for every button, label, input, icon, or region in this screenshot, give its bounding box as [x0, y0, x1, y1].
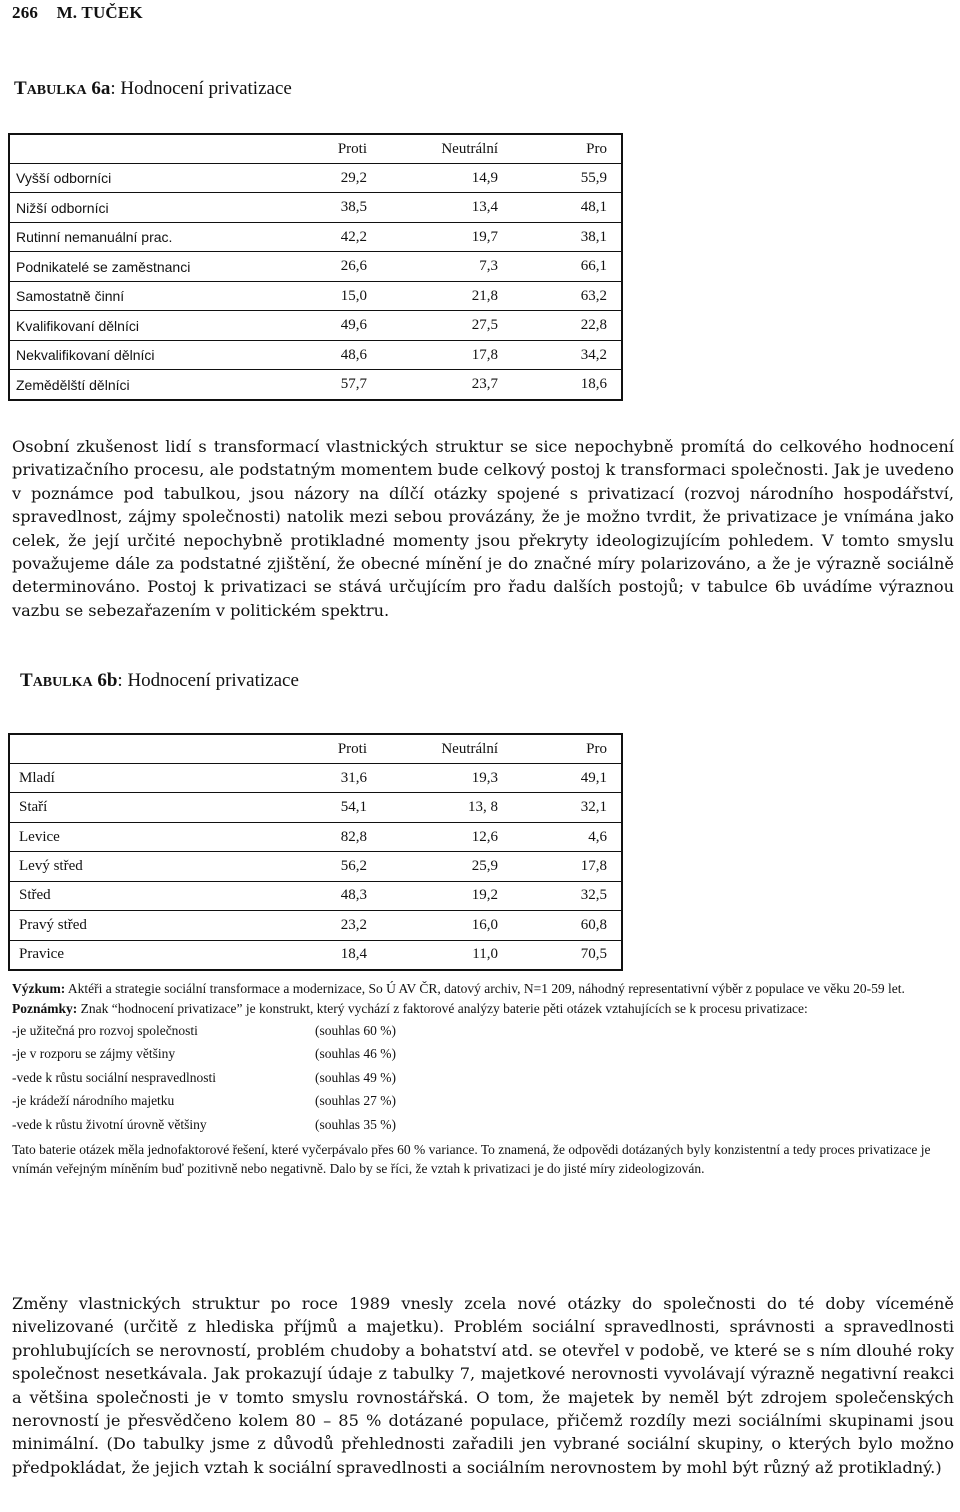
page-number: 266: [12, 3, 39, 22]
cell-neutralni: 17,8: [381, 340, 512, 369]
cell-neutralni: 21,8: [381, 281, 512, 310]
cell-proti: 26,6: [252, 252, 381, 281]
body-paragraph-2: Změny vlastnických struktur po roce 1989 vnesly zcela nové otázky do společnosti do té doby víceméně nivelizované (určitě z hlediska příjmů a majetku). Problém sociální spravedlnosti, správnosti a spravedlnosti prohlubujících se nerovností, problém chudoby a bohatství atd. se otevřel v podobě, ve které se s ním dlouhé roky společnost nesetkávala. Jak prokazují údaje z tabulky 7, majetkové nerovnosti vyvolávají výrazně negativní reakci a většina společnosti je v tomto smyslu rovnostářská. O tom, že majetek by neměl být zdrojem společenských nerovností je přesvědčeno kolem 80 – 85 % dotázané populace, přičemž rozdíly mezi sociálními skupinami jsou minimální. (Do tabulky jsme z důvodů přehlednosti zařadili jen vybrané sociální skupiny, o kterých bylo možno předpokládat, že jejich vztah k sociální spravedlnosti a sociálním nerovnostem by mohl být různý až protikladný.): [12, 1294, 954, 1477]
question-item: [12, 1090, 942, 1114]
table-row: [9, 281, 622, 310]
cell-neutralni: 19,7: [381, 222, 512, 251]
cell-neutralni: 13,4: [381, 193, 512, 222]
cell-proti: 48,3: [252, 881, 381, 910]
table-notes: [12, 979, 942, 1179]
cell-pro: 4,6: [512, 822, 622, 851]
cell-pro: 66,1: [512, 252, 622, 281]
caption-letter: T: [20, 670, 33, 691]
cell-neutralni: 11,0: [472, 946, 498, 963]
question-agreement: (souhlas 46 %): [315, 1046, 396, 1062]
table-row: [9, 911, 622, 940]
row-label: Pravý střed: [9, 911, 252, 940]
cell-proti: 29,2: [252, 164, 381, 193]
question-item: [12, 1066, 942, 1090]
table-row: [9, 764, 622, 793]
table-6b-caption: [20, 670, 299, 692]
row-label: Pravice: [19, 946, 64, 963]
cell-proti: 49,6: [252, 311, 381, 340]
remarks-label: Poznámky:: [12, 1001, 78, 1016]
remarks-note: [12, 999, 942, 1019]
cell-pro: 60,8: [512, 911, 622, 940]
caption-label: ABULKA: [26, 83, 87, 98]
cell-proti: 56,2: [252, 852, 381, 881]
row-label: Střed: [9, 881, 252, 910]
research-note: [12, 979, 942, 999]
cell-pro: 18,6: [580, 376, 607, 393]
row-label: Nekvalifikovaní dělníci: [9, 340, 252, 369]
row-label: Kvalifikovaní dělníci: [9, 311, 252, 340]
caption-number: 6a: [91, 78, 111, 99]
caption-title: : Hodnocení privatizace: [117, 670, 299, 691]
cell-proti: 15,0: [252, 281, 381, 310]
row-label: Samostatně činní: [9, 281, 252, 310]
column-header-empty: [9, 734, 252, 764]
column-header-pro: Pro: [512, 134, 622, 164]
author-name: M. TUČEK: [56, 3, 143, 22]
table-row: [9, 940, 622, 970]
table-row: [9, 793, 622, 822]
remarks-text: Znak “hodnocení privatizace” je konstrukt, který vychází z faktorové analýzy baterie pěti otázek vztahujících se k procesu privatizace:: [77, 1001, 808, 1016]
cell-neutralni: 7,3: [381, 252, 512, 281]
cell-pro: 38,1: [512, 222, 622, 251]
caption-letter: T: [14, 78, 27, 99]
research-label: Výzkum:: [12, 981, 66, 996]
body-paragraph-1: Osobní zkušenost lidí s transformací vlastnických struktur se sice nepochybně promítá do celkového hodnocení privatizačního procesu, ale podstatným momentem bude celkový postoj k transformaci společnosti. Jak je uvedeno v poznámce pod tabulkou, jsou názory na dílčí otázky spojené s privatizací (rozvoj národního hospodářství, spravedlnost, zájmy společnosti) natolik mezi sebou provázány, že je možno tvrdit, že privatizace je vnímána jako celek, že její určité nepochybně protikladné momenty jsou překryty ideologizujícím pohledem. V tomto smyslu považujeme dále za podstatné zjištění, že obecné mínění je do značné míry polarizováno, a že je výrazně sociálně determinováno. Postoj k privatizaci se stává určujícím pro řadu dalších postojů; v tabulce 6b uvádíme výraznou vazbu se sebezařazením v politickém spektru.: [12, 437, 954, 620]
final-note: Tato baterie otázek měla jednofaktorové řešení, které vyčerpávalo přes 60 % variance. To znamená, že odpovědi dotázaných byly konzistentní a tedy proces privatizace je vnímán veřejným míněním buď pozitivně nebo negativně. Dalo by se říci, že vztah k privatizaci je do jisté míry zideologizován.: [12, 1141, 931, 1176]
table-header-row: [9, 734, 622, 764]
cell-neutralni: 27,5: [381, 311, 512, 340]
cell-proti: 57,7: [340, 376, 367, 393]
cell-pro: 70,5: [580, 946, 607, 963]
table-row: [9, 822, 622, 851]
cell-neutralni: 12,6: [381, 822, 512, 851]
row-label: Zemědělští dělníci: [16, 376, 130, 393]
cell-neutralni: 13, 8: [381, 793, 512, 822]
question-item: [12, 1019, 942, 1043]
question-text: -je krádeží národního majetku: [12, 1093, 175, 1109]
table-row: [9, 193, 622, 222]
row-label: Vyšší odborníci: [9, 164, 252, 193]
column-header-empty: [9, 134, 252, 164]
cell-proti: 38,5: [252, 193, 381, 222]
column-header-proti: Proti: [252, 134, 381, 164]
table-header-row: [9, 134, 622, 164]
cell-neutralni: 23,7: [471, 376, 498, 393]
table-6a-caption: [14, 78, 292, 100]
running-header: [12, 3, 143, 23]
question-agreement: (souhlas 49 %): [315, 1069, 396, 1085]
cell-neutralni: 25,9: [381, 852, 512, 881]
table-row: [9, 340, 622, 369]
row-label: Staří: [9, 793, 252, 822]
row-label: Rutinní nemanuální prac.: [9, 222, 252, 251]
cell-pro: 32,1: [512, 793, 622, 822]
table-row: [9, 222, 622, 251]
cell-proti: 48,6: [252, 340, 381, 369]
caption-label: ABULKA: [32, 675, 93, 690]
table-6a: [8, 133, 623, 401]
cell-proti: 42,2: [252, 222, 381, 251]
question-text: -vede k růstu životní úrovně většiny: [12, 1116, 207, 1132]
cell-proti: 18,4: [340, 946, 367, 963]
caption-title: : Hodnocení privatizace: [110, 78, 292, 99]
table-6b: [8, 733, 623, 971]
table-row: [9, 164, 622, 193]
question-text: -vede k růstu sociální nespravedlnosti: [12, 1069, 216, 1085]
question-agreement: (souhlas 27 %): [315, 1093, 396, 1109]
row-label: Podnikatelé se zaměstnanci: [9, 252, 252, 281]
column-header-pro: Pro: [512, 734, 622, 764]
column-header-neutralni: Neutrální: [381, 734, 512, 764]
cell-pro: 55,9: [512, 164, 622, 193]
question-item: [12, 1043, 942, 1067]
question-agreement: (souhlas 60 %): [315, 1022, 396, 1038]
column-header-proti: Proti: [252, 734, 381, 764]
cell-proti: 54,1: [252, 793, 381, 822]
row-label: Nižší odborníci: [9, 193, 252, 222]
question-text: -je v rozporu se zájmy většiny: [12, 1046, 176, 1062]
question-item: [12, 1113, 942, 1137]
table-row: [9, 881, 622, 910]
cell-pro: 34,2: [512, 340, 622, 369]
table-row: [9, 311, 622, 340]
cell-proti: 82,8: [252, 822, 381, 851]
cell-proti: 23,2: [252, 911, 381, 940]
cell-proti: 31,6: [252, 764, 381, 793]
table-row: [9, 252, 622, 281]
cell-pro: 22,8: [512, 311, 622, 340]
cell-pro: 17,8: [512, 852, 622, 881]
cell-neutralni: 16,0: [381, 911, 512, 940]
cell-pro: 32,5: [512, 881, 622, 910]
row-label: Levý střed: [9, 852, 252, 881]
cell-neutralni: 14,9: [381, 164, 512, 193]
cell-pro: 63,2: [512, 281, 622, 310]
column-header-neutralni: Neutrální: [381, 134, 512, 164]
cell-pro: 48,1: [512, 193, 622, 222]
table-row: [9, 852, 622, 881]
research-text: Aktéři a strategie sociální transformace a modernizace, So Ú AV ČR, datový archiv, N=1 209, náhodný representativní výběr z populace ve věku 20-59 let.: [65, 981, 905, 996]
row-label: Levice: [9, 822, 252, 851]
cell-pro: 49,1: [512, 764, 622, 793]
table-row: [9, 370, 622, 400]
row-label: Mladí: [9, 764, 252, 793]
caption-number: 6b: [97, 670, 118, 691]
cell-neutralni: 19,2: [381, 881, 512, 910]
question-text: -je užitečná pro rozvoj společnosti: [12, 1022, 198, 1038]
question-agreement: (souhlas 35 %): [315, 1116, 396, 1132]
cell-neutralni: 19,3: [381, 764, 512, 793]
